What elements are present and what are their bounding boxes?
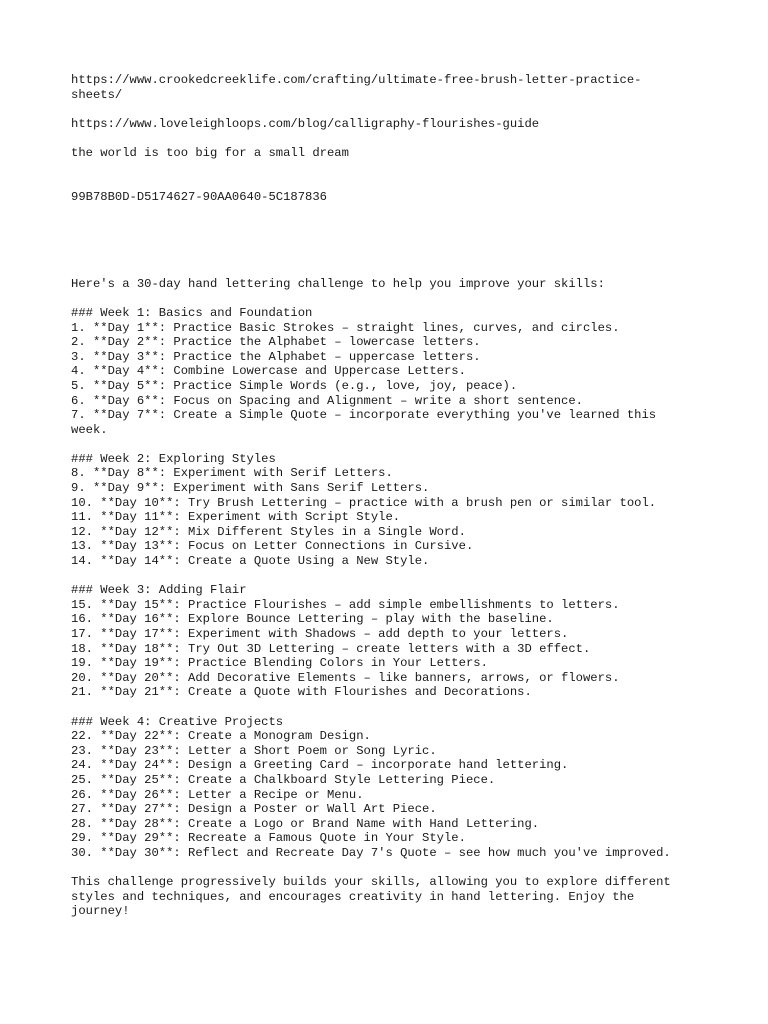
list-item: 5. **Day 5**: Practice Simple Words (e.g., love, joy, peace). — [71, 378, 518, 393]
closing-line: This challenge progressively builds your skills, allowing you to explore different — [71, 875, 671, 890]
week-4-section — [71, 715, 711, 861]
list-item: 21. **Day 21**: Create a Quote with Flourishes and Decorations. — [71, 685, 532, 700]
list-item: 6. **Day 6**: Focus on Spacing and Alignment – write a short sentence. — [71, 393, 583, 408]
list-item: 8. **Day 8**: Experiment with Serif Letters. — [71, 466, 393, 481]
week-3-heading: ### Week 3: Adding Flair — [71, 583, 247, 598]
link-loveleighloops[interactable]: https://www.loveleighloops.com/blog/calligraphy-flourishes-guide — [71, 116, 540, 131]
tagline: the world is too big for a small dream — [71, 145, 349, 160]
closing-line: styles and techniques, and encourages creativity in hand lettering. Enjoy the — [71, 889, 635, 904]
week-1-section — [71, 306, 711, 437]
document-page — [71, 73, 711, 919]
list-item: 27. **Day 27**: Design a Poster or Wall Art Piece. — [71, 802, 437, 817]
closing-paragraph — [71, 875, 711, 919]
list-item: 17. **Day 17**: Experiment with Shadows – add depth to your letters. — [71, 627, 569, 641]
list-item: 29. **Day 29**: Recreate a Famous Quote in Your Style. — [71, 831, 466, 846]
list-item: 7. **Day 7**: Create a Simple Quote – incorporate everything you've learned this — [71, 408, 657, 423]
list-item: 4. **Day 4**: Combine Lowercase and Uppercase Letters. — [71, 364, 466, 379]
list-item: 20. **Day 20**: Add Decorative Elements – like banners, arrows, or flowers. — [71, 670, 620, 685]
list-item: 28. **Day 28**: Create a Logo or Brand Name with Hand Lettering. — [71, 816, 540, 831]
week-4-heading: ### Week 4: Creative Projects — [71, 714, 284, 729]
list-item: 2. **Day 2**: Practice the Alphabet – lowercase letters. — [71, 335, 481, 350]
list-item: 25. **Day 25**: Create a Chalkboard Style Lettering Piece. — [71, 772, 496, 787]
list-item: 16. **Day 16**: Explore Bounce Lettering – play with the baseline. — [71, 612, 554, 627]
list-item: 30. **Day 30**: Reflect and Recreate Day 7's Quote – see how much you've improved. — [71, 845, 671, 860]
list-item: 18. **Day 18**: Try Out 3D Lettering – create letters with a 3D effect. — [71, 641, 591, 656]
week-2-section — [71, 452, 711, 569]
list-item: 14. **Day 14**: Create a Quote Using a New Style. — [71, 554, 430, 569]
list-item: 13. **Day 13**: Focus on Letter Connections in Cursive. — [71, 539, 474, 554]
list-item: 22. **Day 22**: Create a Monogram Design. — [71, 729, 371, 744]
list-item: 9. **Day 9**: Experiment with Sans Serif Letters. — [71, 481, 430, 496]
link-crookedcreeklife-continued[interactable]: sheets/ — [71, 87, 123, 102]
week-1-heading: ### Week 1: Basics and Foundation — [71, 305, 313, 320]
list-item: 24. **Day 24**: Design a Greeting Card – incorporate hand lettering. — [71, 758, 569, 773]
closing-line: journey! — [71, 904, 130, 919]
intro-text: Here's a 30-day hand lettering challenge to help you improve your skills: — [71, 276, 605, 291]
list-item-continued: week. — [71, 422, 108, 437]
list-item: 12. **Day 12**: Mix Different Styles in a Single Word. — [71, 524, 466, 539]
list-item: 11. **Day 11**: Experiment with Script Style. — [71, 510, 401, 525]
list-item: 15. **Day 15**: Practice Flourishes – add simple embellishments to letters. — [71, 597, 620, 612]
list-item: 23. **Day 23**: Letter a Short Poem or Song Lyric. — [71, 743, 437, 758]
list-item: 1. **Day 1**: Practice Basic Strokes – straight lines, curves, and circles. — [71, 320, 620, 335]
list-item: 26. **Day 26**: Letter a Recipe or Menu. — [71, 787, 364, 802]
list-item: 19. **Day 19**: Practice Blending Colors in Your Letters. — [71, 656, 488, 671]
link-crookedcreeklife[interactable]: https://www.crookedcreeklife.com/crafting/ultimate-free-brush-letter-practice- — [71, 73, 642, 87]
list-item: 3. **Day 3**: Practice the Alphabet – uppercase letters. — [71, 349, 481, 364]
list-item: 10. **Day 10**: Try Brush Lettering – practice with a brush pen or similar tool. — [71, 495, 657, 510]
week-3-section — [71, 583, 711, 700]
document-code: 99B78B0D-D5174627-90AA0640-5C187836 — [71, 189, 327, 204]
week-2-heading: ### Week 2: Exploring Styles — [71, 451, 276, 466]
